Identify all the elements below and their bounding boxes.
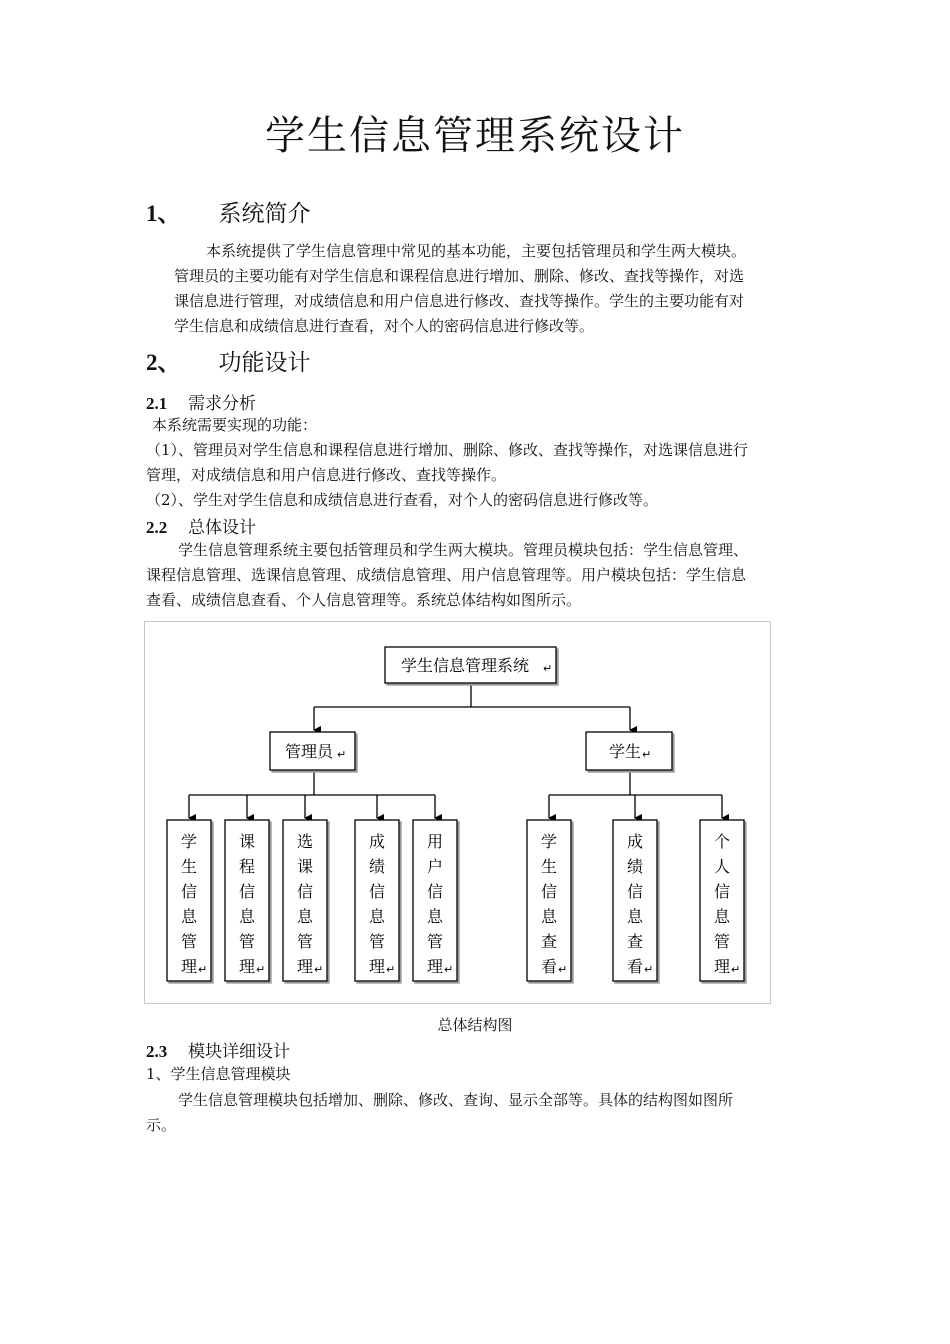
- admin-module-node-char: 信: [426, 882, 444, 901]
- admin-module-node-char: 息: [180, 907, 198, 926]
- intro-line-3: 课信息进行管理，对成绩信息和用户信息进行修改、查找等操作。学生的主要功能有对: [174, 292, 745, 310]
- section-number: 2.2: [146, 518, 168, 537]
- admin-module-node-char: 选: [296, 832, 314, 851]
- student-module-node-char: 查: [626, 932, 644, 951]
- figure-caption: 总体结构图: [437, 1016, 513, 1034]
- admin-module-node-char: 管: [296, 932, 314, 951]
- admin-module-node-char: 信: [238, 882, 256, 901]
- overall-line-1: 学生信息管理系统主要包括管理员和学生两大模块。管理员模块包括：学生信息管理、: [178, 541, 749, 559]
- paragraph-mark: ↵: [386, 963, 396, 976]
- admin-module-node-char: 学: [180, 832, 198, 851]
- admin-module-node-char: 信: [296, 882, 314, 901]
- student-module-node-char: 信: [626, 882, 644, 901]
- paragraph-mark: ↵: [642, 748, 652, 761]
- paragraph-mark: ↵: [314, 963, 324, 976]
- student-module-node-char: 理: [713, 957, 731, 976]
- student-module-node-char: 信: [713, 882, 731, 901]
- structure-figure: [144, 621, 771, 1004]
- req-line-2: （1）、管理员对学生信息和课程信息进行增加、删除、修改、查找等操作，对选课信息进行: [146, 441, 749, 459]
- paragraph-mark: ↵: [256, 963, 266, 976]
- paragraph-mark: ↵: [558, 963, 568, 976]
- section-number: 2.1: [146, 394, 168, 413]
- student-node-label: 学生: [608, 742, 642, 761]
- admin-module-node-char: 息: [426, 907, 444, 926]
- student-module-node-char: 看: [626, 957, 644, 976]
- admin-module-node-char: 管: [180, 932, 198, 951]
- student-module-node-char: 个: [713, 832, 731, 851]
- admin-module-node-char: 成: [368, 832, 386, 851]
- admin-module-node-char: 管: [426, 932, 444, 951]
- admin-module-node-char: 息: [238, 907, 256, 926]
- student-module-node-char: 人: [713, 857, 731, 876]
- admin-module-node-char: 户: [426, 857, 444, 876]
- req-line-4: （2）、学生对学生信息和成绩信息进行查看，对个人的密码信息进行修改等。: [146, 491, 659, 509]
- admin-module-node-char: 理: [368, 957, 386, 976]
- intro-line-1: 本系统提供了学生信息管理中常见的基本功能，主要包括管理员和学生两大模块。: [206, 242, 747, 260]
- diagram-boxes: [167, 647, 744, 981]
- root-node-label: 学生信息管理系统: [400, 656, 530, 675]
- overall-line-3: 查看、成绩信息查看、个人信息管理等。系统总体结构如图所示。: [146, 591, 582, 609]
- section-2-heading: [146, 344, 311, 377]
- admin-module-node-char: 理: [238, 957, 256, 976]
- page-title: 学生信息管理系统设计: [265, 113, 685, 159]
- paragraph-mark: ↵: [337, 748, 347, 761]
- section-title: 需求分析: [188, 394, 256, 414]
- student-module-node-char: 息: [540, 907, 558, 926]
- overall-line-2: 课程信息管理、选课信息管理、成绩信息管理、用户信息管理等。用户模块包括：学生信息: [146, 566, 747, 584]
- student-module-node-char: 管: [713, 932, 731, 951]
- student-module-node-char: 学: [540, 832, 558, 851]
- student-module-node-char: 息: [626, 907, 644, 926]
- admin-module-node-char: 息: [368, 907, 386, 926]
- admin-module-node-char: 理: [180, 957, 198, 976]
- req-line-1: 本系统需要实现的功能：: [152, 416, 318, 434]
- admin-module-node-char: 程: [238, 857, 256, 876]
- section-title: 模块详细设计: [188, 1042, 290, 1062]
- admin-node-label: 管理员: [284, 742, 334, 761]
- intro-line-4: 学生信息和成绩信息进行查看，对个人的密码信息进行修改等。: [174, 317, 595, 335]
- admin-module-node-char: 信: [180, 882, 198, 901]
- section-2-3-heading: [146, 1037, 290, 1062]
- admin-module-node-char: 绩: [368, 857, 386, 876]
- student-module-node-char: 查: [540, 932, 558, 951]
- paragraph-mark: ↵: [198, 963, 208, 976]
- admin-module-node-char: 息: [296, 907, 314, 926]
- structure-diagram: [145, 622, 770, 1003]
- student-module-node-char: 看: [540, 957, 558, 976]
- req-line-3: 管理，对成绩信息和用户信息进行修改、查找等操作。: [146, 466, 507, 484]
- paragraph-mark: ↵: [543, 662, 553, 675]
- admin-module-node-char: 用: [426, 832, 444, 851]
- admin-module-node-char: 理: [426, 957, 444, 976]
- admin-module-node-char: 理: [296, 957, 314, 976]
- subsection-heading: 1、学生信息管理模块: [146, 1065, 291, 1083]
- admin-module-node-char: 课: [238, 832, 256, 851]
- section-number: 2.3: [146, 1042, 168, 1061]
- student-module-node-char: 成: [626, 832, 644, 851]
- admin-module-node-char: 信: [368, 882, 386, 901]
- intro-line-2: 管理员的主要功能有对学生信息和课程信息进行增加、删除、修改、查找等操作，对选: [174, 267, 745, 285]
- student-module-node-char: 息: [713, 907, 731, 926]
- section-title: 功能设计: [218, 350, 311, 376]
- paragraph-mark: ↵: [644, 963, 654, 976]
- section-2-1-heading: [146, 389, 256, 414]
- admin-module-node-char: 课: [296, 857, 314, 876]
- admin-module-node-char: 生: [180, 857, 198, 876]
- section-title: 系统简介: [218, 201, 311, 227]
- admin-module-node-char: 管: [238, 932, 256, 951]
- admin-module-node-char: 管: [368, 932, 386, 951]
- student-module-node-char: 信: [540, 882, 558, 901]
- section-1-heading: [146, 195, 311, 228]
- section-title: 总体设计: [188, 518, 256, 538]
- section-number: 1、: [146, 201, 181, 226]
- section-2-2-heading: [146, 513, 256, 538]
- paragraph-mark: ↵: [444, 963, 454, 976]
- student-module-node-char: 绩: [626, 857, 644, 876]
- detail-line-1: 学生信息管理模块包括增加、删除、修改、查询、显示全部等。具体的结构图如图所: [178, 1091, 734, 1109]
- student-module-node-char: 生: [540, 857, 558, 876]
- paragraph-mark: ↵: [731, 963, 741, 976]
- section-number: 2、: [146, 350, 181, 375]
- detail-line-2: 示。: [146, 1116, 177, 1134]
